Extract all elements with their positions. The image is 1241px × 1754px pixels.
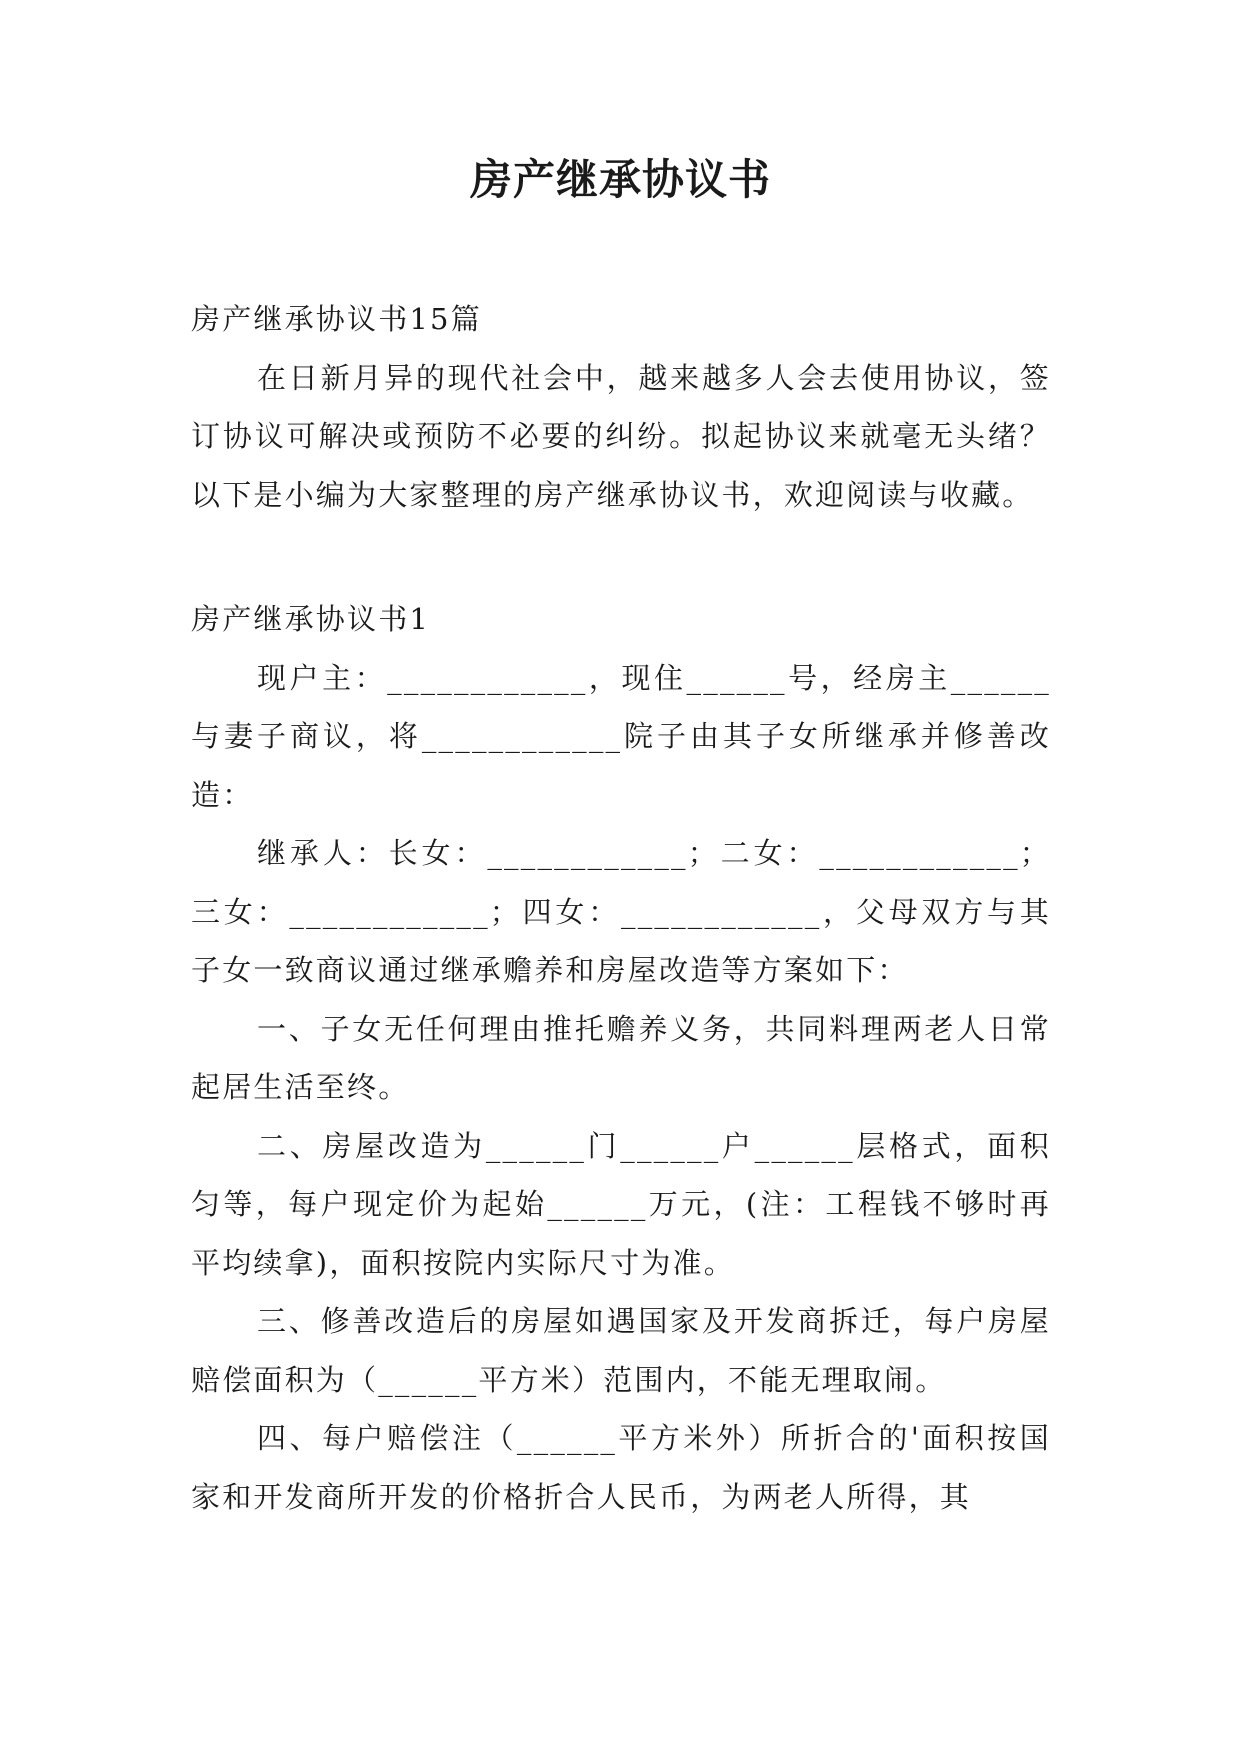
heirs-paragraph: 继承人：长女：____________；二女：____________；三女：____________；四女：____________，父母双方与其子女一致商议通过继承赡养和房屋改造等方案如下： bbox=[191, 836, 1051, 987]
document-body bbox=[191, 290, 1051, 1526]
clause-1-paragraph: 一、子女无任何理由推托赡养义务，共同料理两老人日常起居生活至终。 bbox=[191, 1011, 1051, 1104]
section-spacer bbox=[191, 524, 1051, 590]
clause-4-paragraph: 四、每户赔偿注（______平方米外）所折合的'面积按国家和开发商所开发的价格折合人民币，为两老人所得，其 bbox=[191, 1421, 1051, 1514]
section-heading: 房产继承协议书1 bbox=[191, 602, 431, 636]
document-subtitle: 房产继承协议书15篇 bbox=[191, 302, 482, 336]
document-title: 房产继承协议书 bbox=[469, 155, 771, 204]
clause-2-paragraph: 二、房屋改造为______门______户______层格式，面积匀等，每户现定价为起始______万元，(注：工程钱不够时再平均续拿)，面积按院内实际尺寸为准。 bbox=[191, 1128, 1051, 1280]
owner-paragraph: 现户主：____________，现住______号，经房主______与妻子商议，将____________院子由其子女所继承并修善改造： bbox=[191, 660, 1051, 812]
clause-3-paragraph: 三、修善改造后的房屋如遇国家及开发商拆迁，每户房屋赔偿面积为（______平方米）范围内，不能无理取闹。 bbox=[191, 1304, 1051, 1397]
intro-paragraph: 在日新月异的现代社会中，越来越多人会去使用协议，签订协议可解决或预防不必要的纠纷。拟起协议来就毫无头绪？以下是小编为大家整理的房产继承协议书，欢迎阅读与收藏。 bbox=[191, 360, 1051, 512]
